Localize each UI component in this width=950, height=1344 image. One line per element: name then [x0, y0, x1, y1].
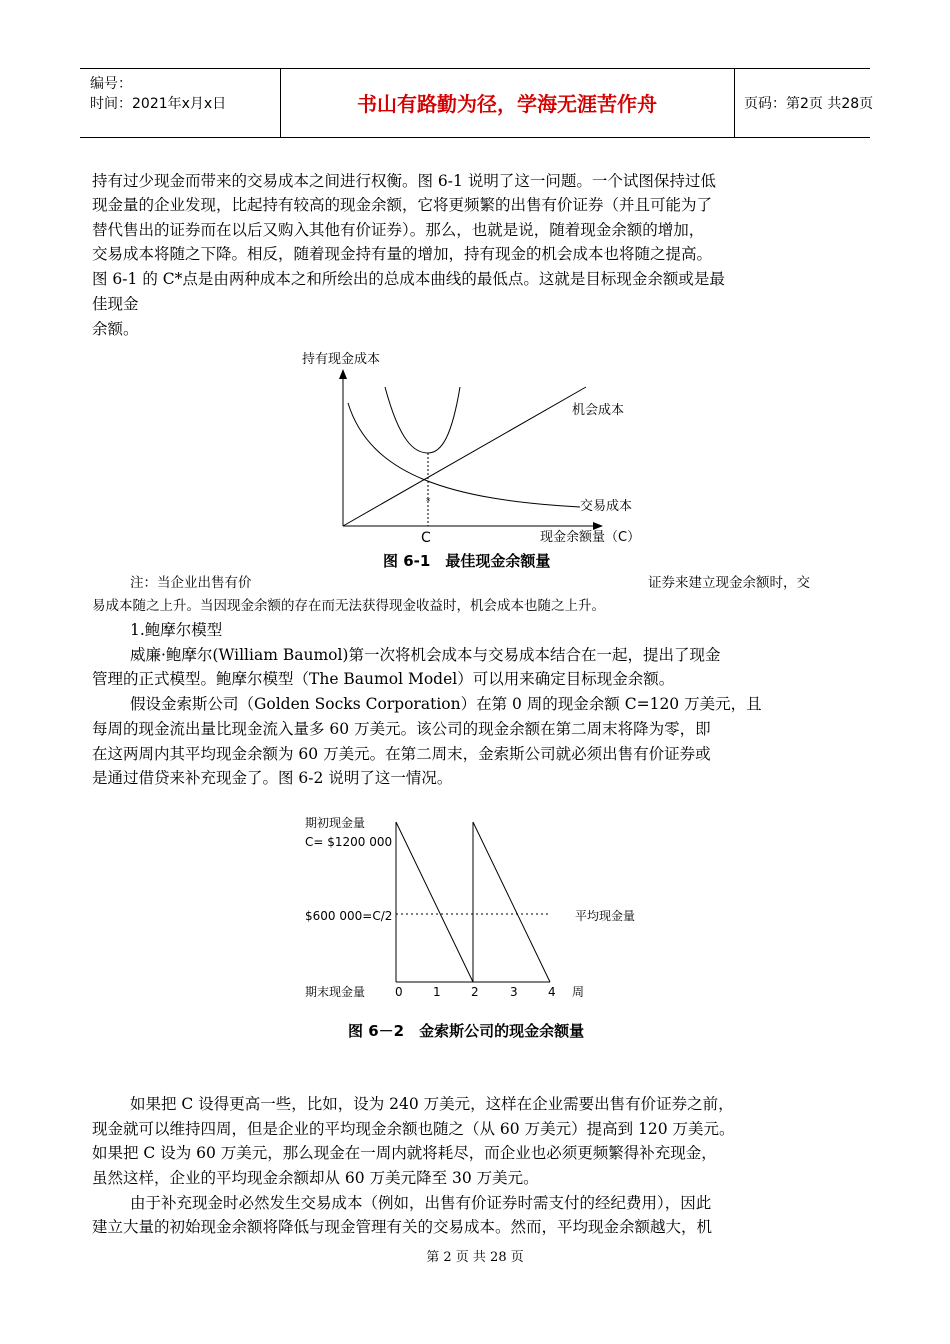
- para4-line-1: 如果把 C 设得更高一些，比如，设为 240 万美元，这样在企业需要出售有价证券之前，: [130, 1095, 734, 1113]
- intro-line-1: 持有过少现金而带来的交易成本之间进行权衡。图 6-1 说明了这一问题。一个试图保持过低: [92, 172, 716, 190]
- fig2-x-unit: 周: [572, 985, 585, 999]
- para4-line-2: 现金就可以维持四周，但是企业的平均现金余额也随之（从 60 万美元）提高到 120 万美元。: [92, 1120, 735, 1138]
- fig2-top-label-2: C= $1200 000: [305, 835, 393, 849]
- fig2-x-tick-2: 2: [471, 985, 479, 999]
- fig1-y-arrow: [339, 369, 347, 379]
- fig2-x-tick-1: 1: [433, 985, 441, 999]
- note-line-2: 易成本随之上升。当因现金余额的存在而无法获得现金收益时，机会成本也随之上升。: [92, 598, 605, 614]
- intro-line-7: 余额。: [92, 320, 139, 338]
- intro-line-4: 交易成本将随之下降。相反，随着现金持有量的增加，持有现金的机会成本也将随之提高。: [92, 245, 713, 263]
- fig1-ylabel: 持有现金成本: [302, 352, 381, 367]
- para5-line-1: 由于补充现金时必然发生交易成本（例如，出售有价证券时需支付的经纪费用），因此: [130, 1194, 712, 1212]
- para2-line-2: 管理的正式模型。鲍摩尔模型（The Baumol Model）可以用来确定目标现金余额。: [92, 670, 675, 688]
- fig2-bottom-label: 期末现金量: [305, 985, 366, 999]
- fig2-caption: 图 6－2 金索斯公司的现金余额量: [348, 1022, 585, 1040]
- fig1-c-label: C: [421, 530, 431, 546]
- fig1-total-cost-curve: [385, 387, 460, 453]
- page-label: 页码：第2页 共28页: [744, 96, 874, 112]
- para3-line-1: 假设金索斯公司（Golden Socks Corporation）在第 0 周的现金余额 C=120 万美元，且: [130, 695, 762, 713]
- para4-line-3: 如果把 C 设为 60 万美元，那么现金在一周内就将耗尽，而企业也必须更频繁得补充现金，: [92, 1144, 717, 1162]
- header-info-cell: [80, 69, 281, 137]
- motto: 书山有路勤为径，学海无涯苦作舟: [280, 69, 735, 137]
- date-label: 时间：2021年x月x日: [90, 96, 227, 112]
- figure-6-1: [290, 345, 650, 555]
- note-left: 注：当企业出售有价: [130, 575, 252, 591]
- para3-line-2: 每周的现金流出量比现金流入量多 60 万美元。该公司的现金余额在第二周末将降为零，即: [92, 720, 711, 738]
- page-header: [80, 68, 874, 138]
- intro-line-6: 佳现金: [92, 295, 139, 313]
- fig2-top-label-1: 期初现金量: [305, 816, 366, 830]
- fig1-transaction-label: 交易成本: [580, 499, 633, 514]
- intro-line-2: 现金量的企业发现，比起持有较高的现金余额，它将更频繁的出售有价证券（并且可能为了: [92, 196, 713, 214]
- para5-line-2: 建立大量的初始现金余额将降低与现金管理有关的交易成本。然而，平均现金余额越大，机: [92, 1218, 713, 1236]
- intro-line-3: 替代售出的证券而在以后又购入其他有价证券）。那么，也就是说，随着现金余额的增加，: [92, 221, 705, 239]
- page-footer: 第 2 页 共 28 页: [426, 1250, 524, 1265]
- para4-line-4: 虽然这样，企业的平均现金余额却从 60 万美元降至 30 万美元。: [92, 1169, 539, 1187]
- figure-6-2: [290, 810, 650, 1010]
- para2-line-1: 威廉·鲍摩尔(William Baumol)第一次将机会成本与交易成本结合在一起，提出了现金: [130, 646, 721, 664]
- fig2-x-tick-4: 4: [548, 985, 556, 999]
- fig2-avg-label: 平均现金量: [575, 909, 636, 923]
- fig1-caption: 图 6-1 最佳现金余额量: [383, 552, 551, 570]
- intro-line-5: 图 6-1 的 C*点是由两种成本之和所绘出的总成本曲线的最低点。这就是目标现金余额或是最: [92, 270, 725, 288]
- fig1-x-arrow: [593, 522, 603, 530]
- fig2-mid-label: $600 000=C/2: [305, 909, 393, 923]
- fig1-opportunity-label: 机会成本: [572, 403, 625, 418]
- section-title: 1.鲍摩尔模型: [130, 621, 223, 639]
- fig2-x-tick-3: 3: [510, 985, 518, 999]
- para3-line-4: 是通过借贷来补充现金了。图 6-2 说明了这一情况。: [92, 769, 453, 787]
- fig2-decline-2: [473, 822, 550, 982]
- note-right: 证券来建立现金余额时，交: [648, 575, 810, 591]
- number-label: 编号：: [90, 76, 132, 92]
- fig1-transaction-curve: [348, 403, 580, 507]
- fig2-x-tick-0: 0: [395, 985, 403, 999]
- para3-line-3: 在这两周内其平均现金余额为 60 万美元。在第二周末，金索斯公司就必须出售有价证券或: [92, 745, 711, 763]
- fig1-tick-star: *: [426, 497, 431, 507]
- fig1-xlabel: 现金余额量（C）: [540, 530, 641, 545]
- fig2-decline-1: [396, 822, 473, 982]
